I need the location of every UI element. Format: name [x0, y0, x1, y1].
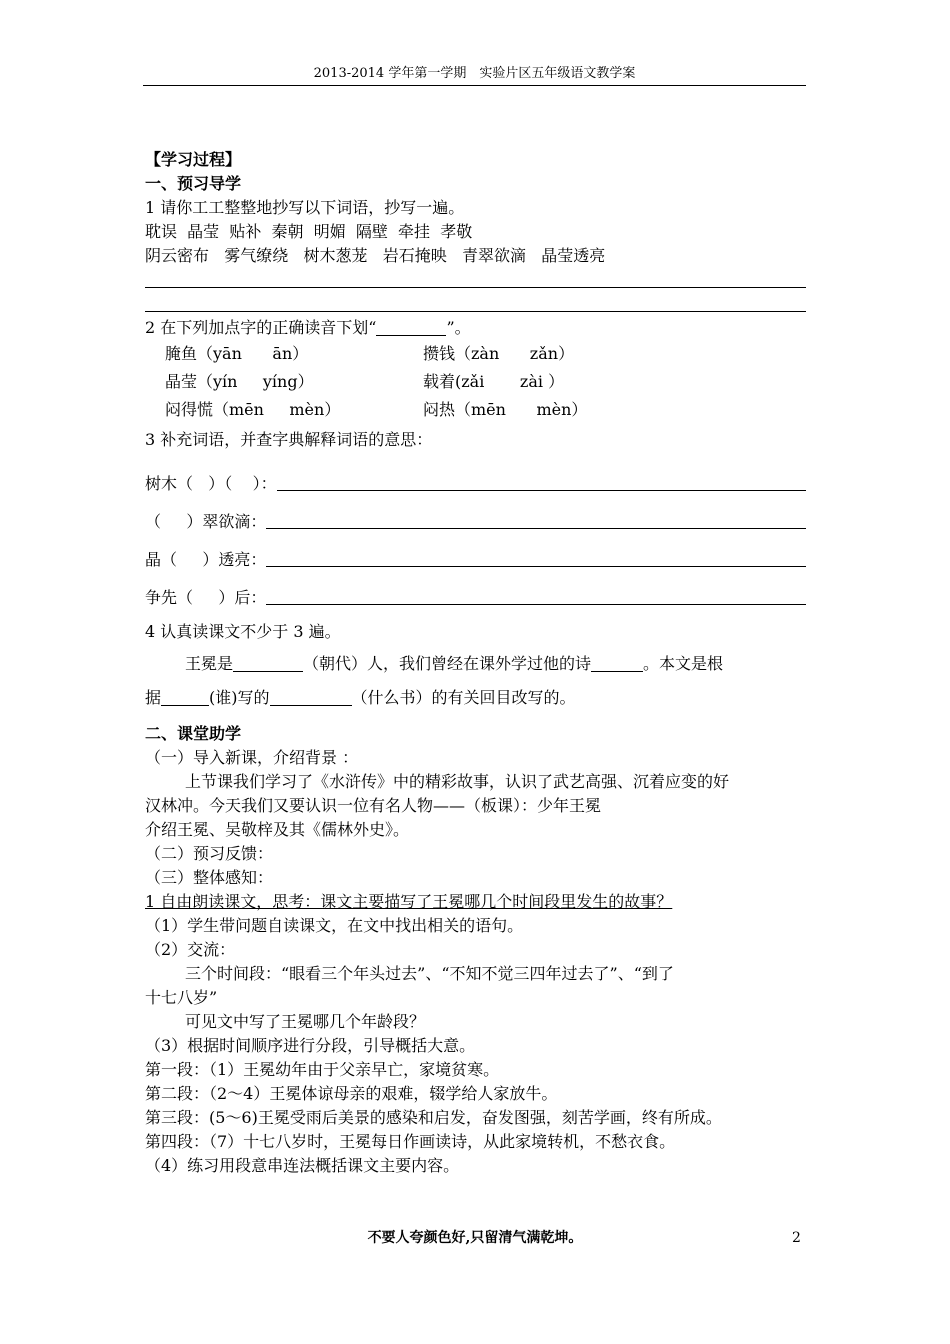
feedback-title: （二）预习反馈： — [145, 844, 274, 863]
answer-line[interactable] — [277, 470, 806, 491]
intro-title: （一）导入新课，介绍背景 ： — [145, 748, 359, 767]
answer-line[interactable] — [266, 546, 806, 567]
q3-row-label: 树木（ ）（ ）： — [145, 474, 277, 493]
pron-item[interactable]: 闷得慌（mēn mèn） — [165, 400, 341, 419]
q3-row-3[interactable] — [145, 534, 806, 572]
intro-paragraph-line2: 汉林冲。今天我们又要认识一位有名人物——（板课）：少年王冕 — [145, 796, 602, 815]
q3-row-2[interactable] — [145, 496, 806, 534]
q4-line1 — [145, 650, 806, 678]
pron-row-3 — [145, 396, 806, 424]
q3-row-1[interactable] — [145, 458, 806, 496]
step-1: （1）学生带问题自读课文，在文中找出相关的语句。 — [145, 916, 524, 935]
pron-item[interactable]: 腌鱼（yān ān） — [165, 344, 309, 363]
step-2: （2）交流： — [145, 940, 236, 959]
intro-paragraph-line1: 上节课我们学习了《水浒传》中的精彩故事，认识了武艺高强、沉着应变的好 — [185, 772, 730, 791]
q3-row-label: 争先（ ）后： — [145, 588, 267, 607]
segment-1: 第一段：（1）王冕幼年由于父亲早亡，家境贫寒。 — [145, 1060, 500, 1079]
process-title: 【学习过程】 — [145, 150, 242, 169]
segment-4: 第四段：（7）十七八岁时，王冕每日作画读诗，从此家境转机，不愁衣食。 — [145, 1132, 676, 1151]
answer-line[interactable] — [266, 508, 806, 529]
blank-poem[interactable] — [591, 653, 643, 672]
pron-row-2 — [145, 368, 806, 396]
q2-prompt-after: ”。 — [446, 318, 471, 337]
q4-text: 王冕是 — [185, 654, 234, 673]
page-header: 2013-2014 学年第一学期 实验片区五年级语文教学案 — [313, 66, 636, 81]
pron-item[interactable]: 闷热（mēn mèn） — [423, 400, 588, 419]
q4-prompt: 4 认真读课文不少于 3 遍。 — [145, 622, 341, 641]
copy-line-2[interactable] — [145, 292, 806, 316]
q3-row-label: 晶（ ）透亮： — [145, 550, 267, 569]
q1-words-line1: 耽误 晶莹 贴补 秦朝 明媚 隔壁 牵挂 孝敬 — [145, 222, 473, 241]
overall-question: 1 自由朗读课文，思考：课文主要描写了王冕哪几个时间段里发生的故事？ — [145, 892, 673, 911]
q3-prompt: 3 补充词语，并查字典解释词语的意思： — [145, 430, 433, 449]
step-4: （4）练习用段意串连法概括课文主要内容。 — [145, 1156, 460, 1175]
blank-book[interactable] — [270, 687, 352, 706]
blank-dynasty[interactable] — [233, 653, 303, 672]
blank-author[interactable] — [161, 687, 209, 706]
q4-text: (谁)写的 — [209, 688, 270, 707]
preview-title: 一、预习导学 — [145, 174, 242, 193]
periods-line1: 三个时间段：“眼看三个年头过去”、“不知不觉三四年过去了”、“到了 — [185, 964, 674, 983]
pron-item[interactable]: 攒钱（zàn zǎn） — [423, 344, 575, 363]
copy-line-1[interactable] — [145, 268, 806, 292]
periods-line2: 十七八岁” — [145, 988, 218, 1007]
q4-text: 据 — [145, 688, 162, 707]
pron-row-1 — [145, 340, 806, 368]
main-content — [145, 148, 806, 1178]
segment-3: 第三段：(5～6)王冕受雨后美景的感染和启发，奋发图强，刻苦学画，终有所成。 — [145, 1108, 722, 1127]
page-number: 2 — [792, 1230, 801, 1246]
q3-row-4[interactable] — [145, 572, 806, 610]
header-rule — [143, 85, 806, 86]
pron-item[interactable]: 载着(zǎi zài ） — [423, 372, 565, 391]
q4-line2 — [145, 684, 806, 712]
q1-prompt: 1 请你工工整整地抄写以下词语，抄写一遍。 — [145, 198, 465, 217]
class-title: 二、课堂助学 — [145, 724, 242, 743]
q4-text: 。本文是根 — [643, 654, 724, 673]
step-3: （3）根据时间顺序进行分段，引导概括大意。 — [145, 1036, 476, 1055]
intro-paragraph-2: 介绍王冕、吴敬梓及其《儒林外史》。 — [145, 820, 410, 839]
q2-prompt — [145, 316, 806, 340]
footer-motto: 不要人夸颜色好,只留清气满乾坤。 — [367, 1230, 583, 1246]
q2-underline-sample — [376, 317, 446, 336]
q3-row-label: （ ）翠欲滴： — [145, 512, 267, 531]
ages-question: 可见文中写了王冕哪几个年龄段？ — [185, 1012, 426, 1031]
overall-title: （三）整体感知： — [145, 868, 274, 887]
pron-item[interactable]: 晶莹（yín yíng） — [165, 372, 314, 391]
segment-2: 第二段：（2～4）王冕体谅母亲的艰难，辍学给人家放牛。 — [145, 1084, 558, 1103]
answer-line[interactable] — [266, 584, 806, 605]
q4-text: （什么书）的有关回目改写的。 — [351, 688, 576, 707]
q2-prompt-before: 2 在下列加点字的正确读音下划“ — [145, 318, 377, 337]
q1-words-line2: 阴云密布 雾气缭绕 树木葱茏 岩石掩映 青翠欲滴 晶莹透亮 — [145, 246, 606, 265]
q4-text: （朝代）人，我们曾经在课外学过他的诗 — [303, 654, 592, 673]
